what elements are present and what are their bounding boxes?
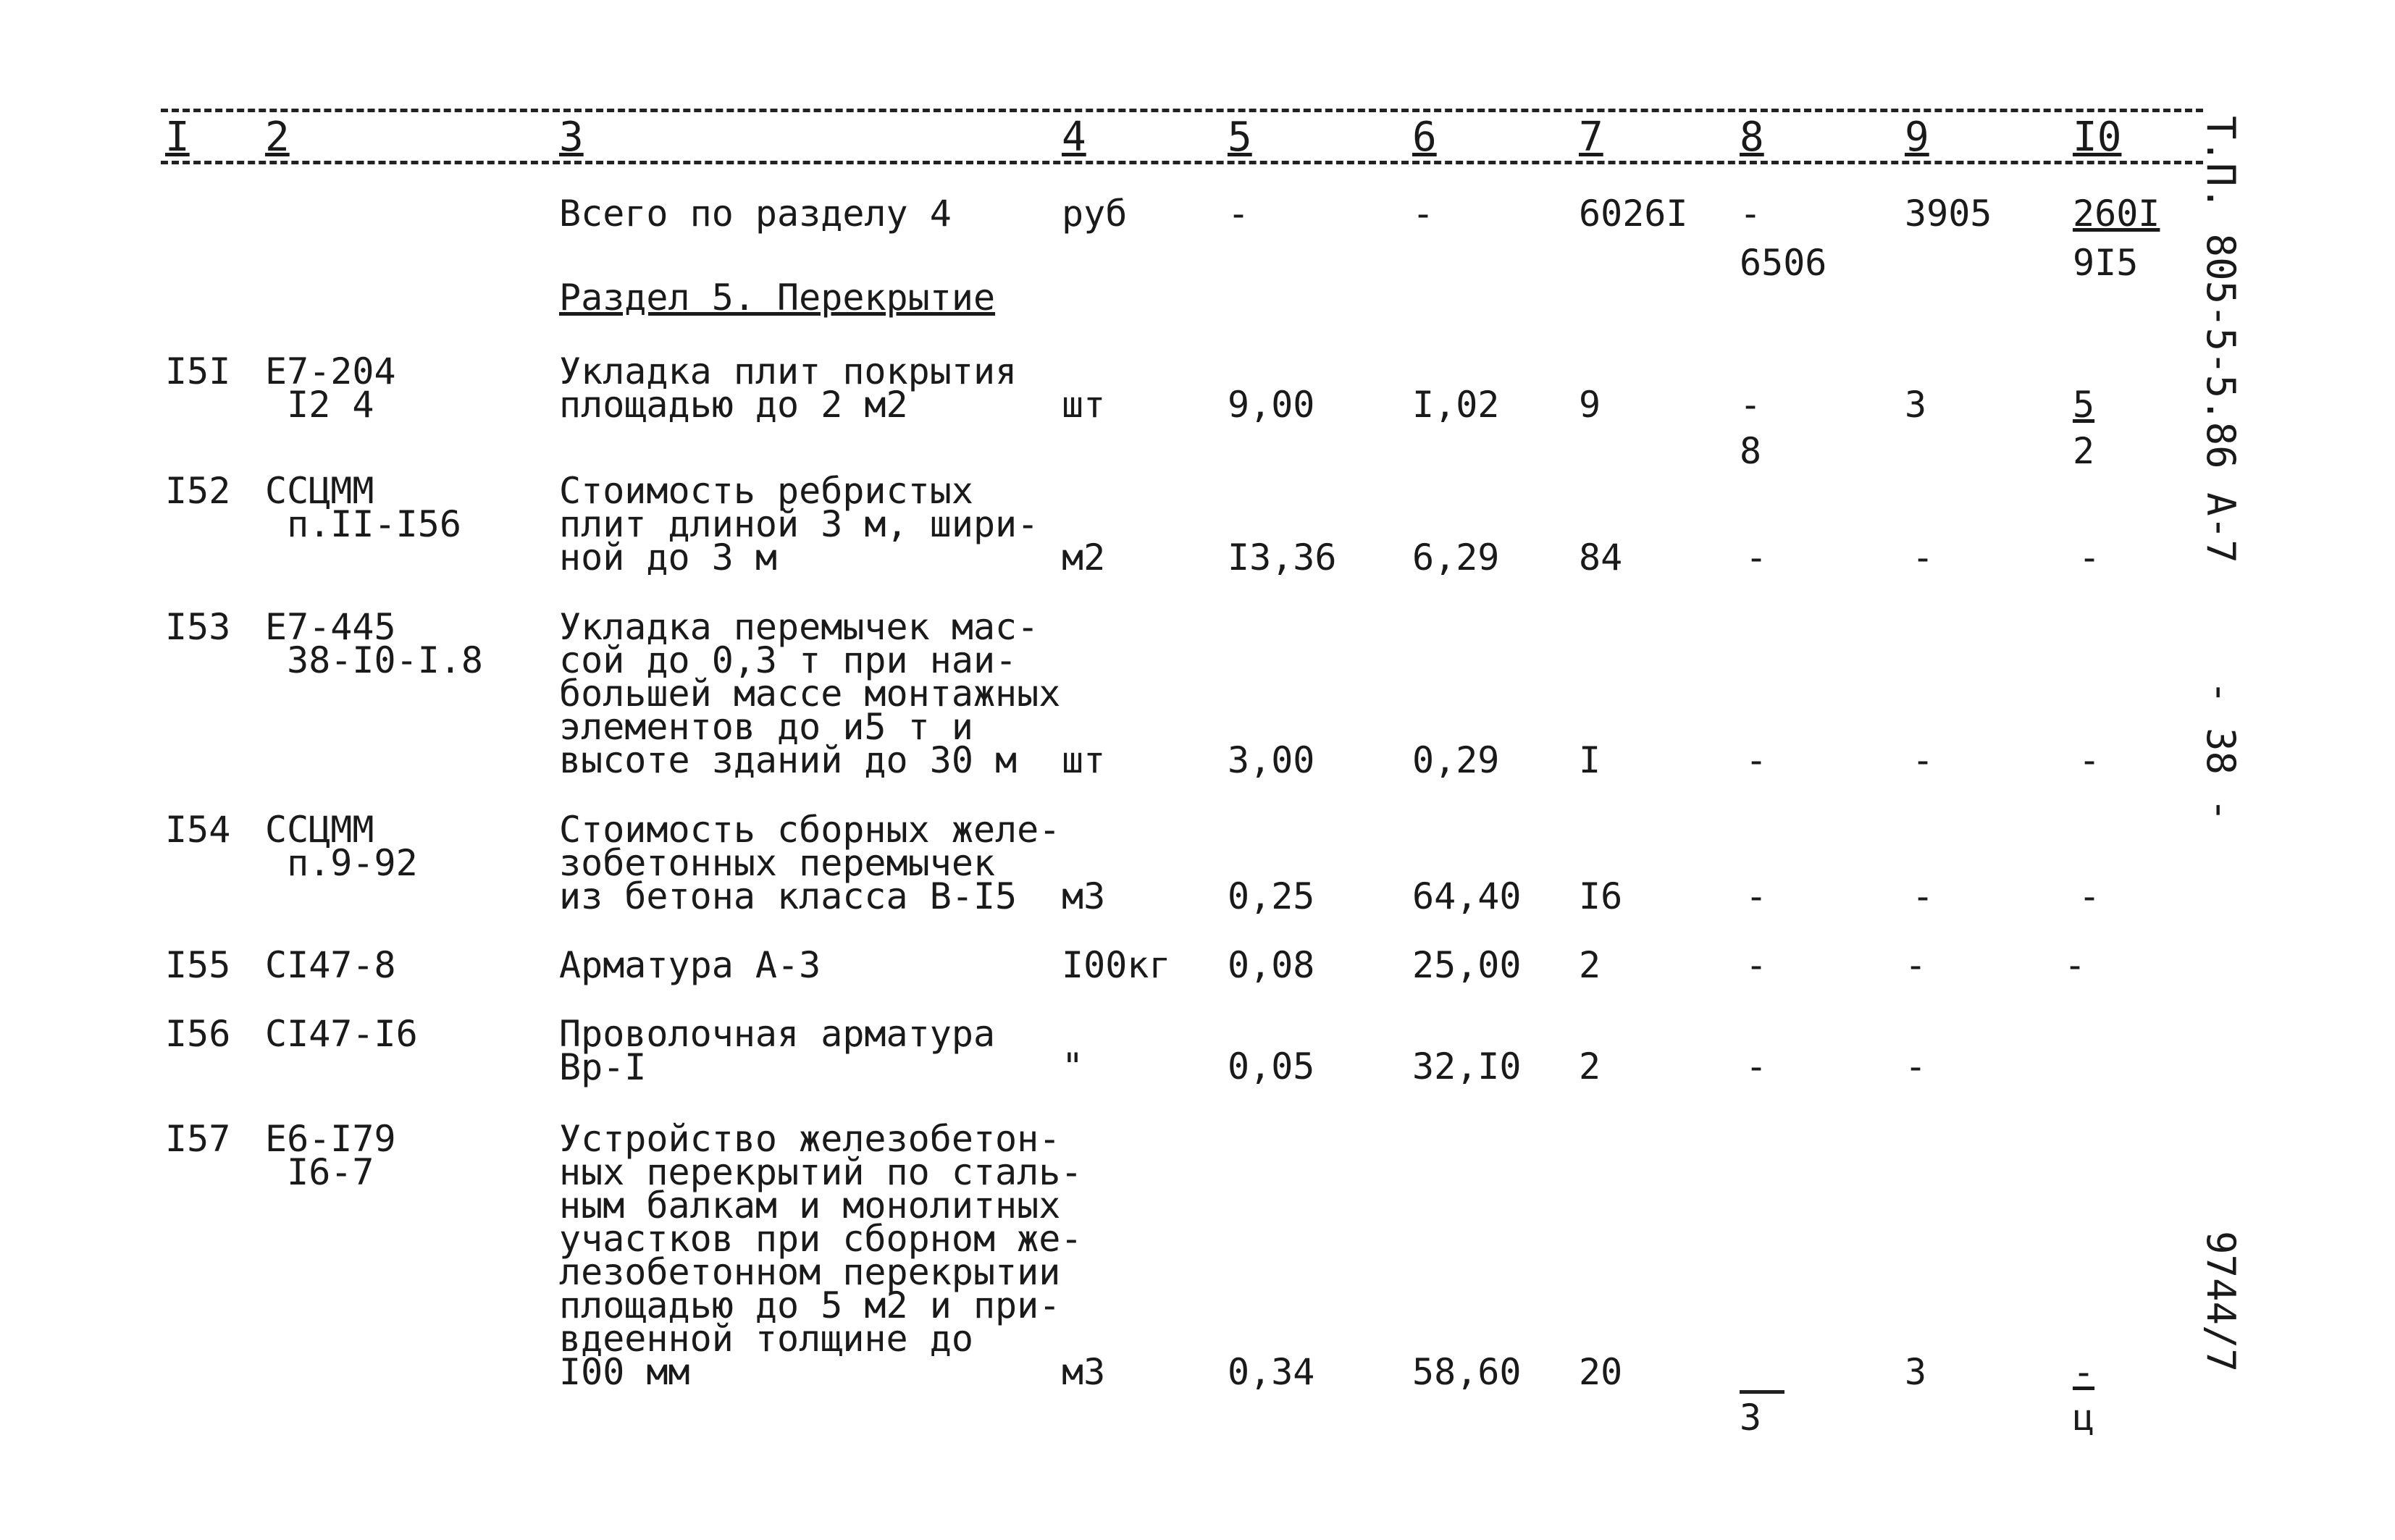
row-qty: 3,00 bbox=[1228, 739, 1315, 781]
row-c10-bottom: ц bbox=[2073, 1397, 2095, 1439]
total-c10-bottom: 9I5 bbox=[2073, 242, 2139, 284]
row-price: 32,I0 bbox=[1412, 1045, 1522, 1087]
row-code: Е6-I79 I6-7 bbox=[265, 1118, 396, 1193]
row-c10-bottom: 2 bbox=[2073, 430, 2095, 472]
row-price: I,02 bbox=[1412, 384, 1500, 426]
total-c9: 3905 bbox=[1905, 193, 1992, 235]
row-unit: I00кг bbox=[1062, 944, 1171, 986]
total-c8-top: - bbox=[1740, 193, 1762, 235]
col-header-6: 6 bbox=[1412, 114, 1437, 161]
page-number: - 38 - bbox=[2198, 681, 2244, 822]
row-qty: I3,36 bbox=[1228, 537, 1337, 578]
row-qty: 0,34 bbox=[1228, 1351, 1315, 1393]
row-price: 0,29 bbox=[1412, 739, 1500, 781]
row-number: I57 bbox=[165, 1118, 231, 1160]
row-c9: - bbox=[1912, 537, 1934, 578]
col-header-5: 5 bbox=[1228, 114, 1252, 161]
col-header-3: 3 bbox=[559, 114, 584, 161]
row-unit: м2 bbox=[1062, 537, 1106, 578]
row-code: ССЦММ п.II-I56 bbox=[265, 470, 461, 545]
row-c10: - bbox=[2079, 537, 2101, 578]
row-total: 20 bbox=[1579, 1351, 1623, 1393]
total-unit: руб bbox=[1062, 193, 1128, 235]
row-c9: - bbox=[1912, 739, 1934, 781]
col-header-9: 9 bbox=[1905, 114, 1929, 161]
row-code: СI47-8 bbox=[265, 944, 396, 986]
row-c8: - bbox=[1745, 537, 1768, 578]
row-c10-top: - bbox=[2073, 1351, 2095, 1393]
row-number: I5I bbox=[165, 350, 231, 392]
row-c8: - bbox=[1745, 1045, 1768, 1087]
row-qty: 0,08 bbox=[1228, 944, 1315, 986]
row-code: Е7-445 38-I0-I.8 bbox=[265, 606, 484, 681]
row-code: СI47-I6 bbox=[265, 1013, 418, 1055]
total-c7: 6026I bbox=[1579, 193, 1688, 235]
row-name: Арматура А-3 bbox=[559, 944, 821, 986]
row-c10: - bbox=[2064, 944, 2086, 986]
row-price: 58,60 bbox=[1412, 1351, 1522, 1393]
row-number: I53 bbox=[165, 606, 231, 648]
col-header-8: 8 bbox=[1740, 114, 1764, 161]
total-c8-bottom: 6506 bbox=[1740, 242, 1827, 284]
col-header-7: 7 bbox=[1579, 114, 1603, 161]
col-header-4: 4 bbox=[1062, 114, 1086, 161]
row-c9: - bbox=[1905, 1045, 1927, 1087]
total-c5: - bbox=[1228, 193, 1250, 235]
row-c8-bottom: 8 bbox=[1740, 430, 1762, 472]
side-margin bbox=[2198, 116, 2245, 1383]
row-name: Укладка перемычек мас- сой до 0,3 т при наи- большей массе монтажных элементов до и5 т и высоте зданий до 30 м bbox=[559, 606, 1061, 781]
doc-number: Т.П. 805-5-5.86 А-7 bbox=[2198, 116, 2244, 563]
row-qty: 9,00 bbox=[1228, 384, 1315, 426]
row-name: Стоимость ребристых плит длиной 3 м, шири- ной до 3 м bbox=[559, 470, 1039, 578]
row-total: 2 bbox=[1579, 1045, 1601, 1087]
row-total: 9 bbox=[1579, 384, 1601, 426]
section5-title: Раздел 5. Перекрытие bbox=[559, 277, 996, 319]
header-top-rule bbox=[161, 109, 2203, 112]
row-c9: 3 bbox=[1905, 384, 1927, 426]
row-c8: - bbox=[1745, 944, 1768, 986]
row-price: 64,40 bbox=[1412, 875, 1522, 917]
row-c9: 3 bbox=[1905, 1351, 1927, 1393]
row-number: I56 bbox=[165, 1013, 231, 1055]
row-code: ССЦММ п.9-92 bbox=[265, 809, 418, 884]
row-unit: м3 bbox=[1062, 875, 1106, 917]
row-c10: - bbox=[2079, 875, 2101, 917]
col-header-1: I bbox=[165, 114, 190, 161]
row-total: 2 bbox=[1579, 944, 1601, 986]
row-c9: - bbox=[1912, 875, 1934, 917]
row-code: Е7-204 I2 4 bbox=[265, 350, 396, 426]
row-c8: - bbox=[1745, 875, 1768, 917]
row-qty: 0,25 bbox=[1228, 875, 1315, 917]
row-name: Проволочная арматура Вр-I bbox=[559, 1013, 996, 1088]
row-total: 84 bbox=[1579, 537, 1623, 578]
row-unit: м3 bbox=[1062, 1351, 1106, 1393]
inventory-number: 9744/7 bbox=[2198, 1231, 2244, 1373]
row-price: 6,29 bbox=[1412, 537, 1500, 578]
row-c8: - bbox=[1745, 739, 1768, 781]
row-number: I52 bbox=[165, 470, 231, 512]
row-qty: 0,05 bbox=[1228, 1045, 1315, 1087]
row-c9: - bbox=[1905, 944, 1927, 986]
row-c8-fraction-line bbox=[1740, 1390, 1784, 1394]
row-c10: - bbox=[2079, 739, 2101, 781]
row-name: Стоимость сборных желе- зобетонных перемычек из бетона класса В-I5 bbox=[559, 809, 1061, 917]
row-unit: шт bbox=[1062, 384, 1106, 426]
row-c8-top: - bbox=[1740, 384, 1762, 426]
row-c10-top: 5 bbox=[2073, 384, 2095, 426]
row-number: I55 bbox=[165, 944, 231, 986]
total-c6: - bbox=[1412, 193, 1435, 235]
col-header-2: 2 bbox=[265, 114, 290, 161]
row-unit: шт bbox=[1062, 739, 1106, 781]
row-number: I54 bbox=[165, 809, 231, 851]
row-total: I bbox=[1579, 739, 1601, 781]
col-header-10: I0 bbox=[2073, 114, 2122, 161]
row-name: Укладка плит покрытия площадью до 2 м2 bbox=[559, 350, 1018, 426]
header-bottom-rule bbox=[161, 161, 2203, 164]
row-c8-bottom: 3 bbox=[1740, 1397, 1762, 1439]
row-name: Устройство железобетон- ных перекрытий по сталь- ным балкам и монолитных участков при сборном же- лезобетонном перекрытии площадью до 5 м2 и при- вдеенной толщине до I00 мм bbox=[559, 1118, 1083, 1393]
row-unit: " bbox=[1062, 1045, 1084, 1087]
row-total: I6 bbox=[1579, 875, 1623, 917]
total-c10-top: 260I bbox=[2073, 193, 2160, 235]
total-name: Всего по разделу 4 bbox=[559, 193, 952, 235]
row-price: 25,00 bbox=[1412, 944, 1522, 986]
